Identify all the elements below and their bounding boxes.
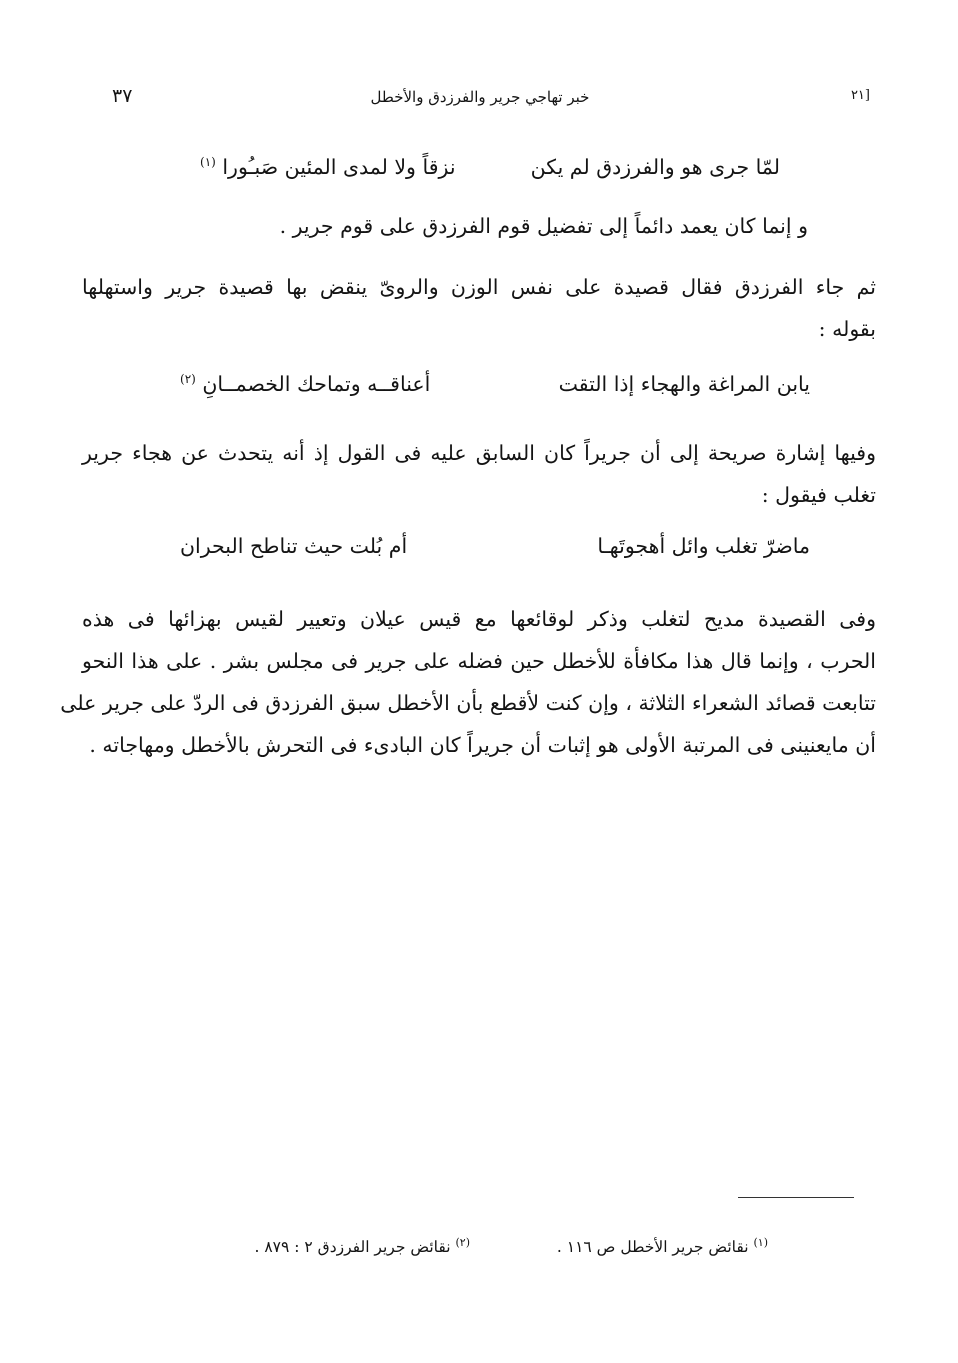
footnote-1-number: (١) [753, 1236, 768, 1249]
paragraph-line: بقوله : [818, 317, 876, 341]
footnote-1 [557, 1236, 768, 1256]
section-mark: [٢١ [850, 88, 870, 103]
footnote-separator [738, 1197, 854, 1198]
verse-3-second-hemistich: أم بُلت حيث تناطح البحران [180, 534, 408, 558]
verse-1-second-hemistich [200, 155, 456, 179]
paragraph-line: أن مايعنينى فى المرتبة الأولى هو إثبات أن جريراً كان البادىء فى التحرش بالأخطل ومهاجاته . [89, 733, 876, 757]
footnote-1-text: نقائض جرير الأخطل ص ١١٦ . [556, 1238, 749, 1257]
paragraph-line: ثم جاء الفرزدق فقال قصيدة على نفس الوزن والروىّ ينقض بها قصيدة جرير واستهلها [82, 275, 876, 299]
verse-line-1 [200, 155, 780, 189]
verse-3-first-hemistich: ماضرّ تغلب وائل أهجوتَهـا [597, 534, 810, 558]
paragraph-2 [82, 432, 876, 516]
paragraph-1 [82, 266, 876, 350]
paragraph-3 [60, 598, 876, 766]
verse-1-second-hemistich-text: نزقاً ولا لمدى المئين صَبـُورا [222, 155, 456, 179]
footnote-2 [254, 1236, 470, 1256]
paragraph-line: الحرب ، وإنما قال هذا مكافأة للأخطل حين فضله على جرير فى مجلس بشر . على هذا النحو [82, 649, 876, 673]
verse-line-2 [180, 372, 810, 406]
paragraph-line: تغلب فيقول : [761, 483, 876, 507]
verse-2-second-hemistich [180, 372, 430, 396]
verse-2-second-hemistich-text: أعناقــه وتماحك الخصمــانِ [202, 372, 431, 396]
verse-1-first-hemistich: لمّا جرى هو والفرزدق لم يكن [530, 155, 780, 179]
footnote-marker-2: (٢) [180, 372, 196, 387]
footnote-2-text: نقائض جرير الفرزدق ٢ : ٨٧٩ . [254, 1238, 451, 1257]
text-line: و إنما كان يعمد دائماً إلى تفضيل قوم الفرزدق على قوم جرير . [279, 214, 808, 238]
paragraph-line: وفيها إشارة صريحة إلى أن جريراً كان السابق عليه فى القول إذ أنه يتحدث عن هجاء جرير [82, 441, 876, 465]
paragraph-line: وفى القصيدة مديح لتغلب وذكر لوقائعها مع قيس عيلان وتعيير لقيس بهزائها فى هذه [82, 607, 876, 631]
page-number: ٣٧ [112, 85, 133, 107]
footnote-2-number: (٢) [455, 1236, 470, 1249]
paragraph-line: تتابعت قصائد الشعراء الثلاثة ، وإن كنت لأقطع بأن الأخطل سبق الفرزدق فى الردّ على جرير على [60, 691, 876, 715]
verse-line-3 [180, 534, 810, 568]
verse-2-first-hemistich: يابن المراغة والهجاء إذا التقت [558, 372, 810, 396]
running-title: خبر تهاجي جرير والفرزدق والأخطل [370, 88, 590, 106]
footnote-marker-1: (١) [200, 155, 216, 170]
